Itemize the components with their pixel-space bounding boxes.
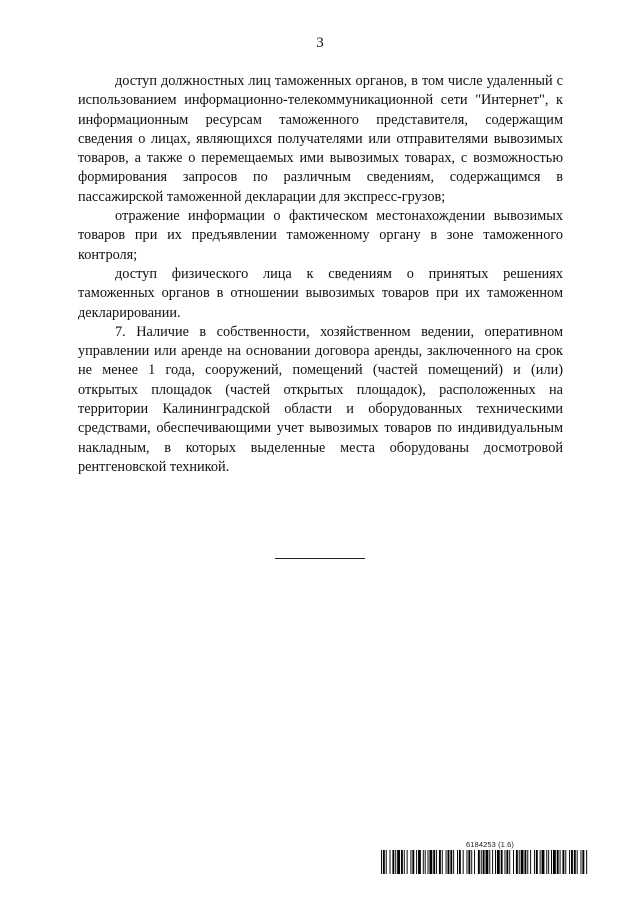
paragraph-remote-access: доступ должностных лиц таможенных органов, в том числе удаленный с использованием информационно-телекоммуникационной сети "Интернет", к информационным ресурсам таможенного представителя, содержащим сведения о лицах, являющихся получателями или отправителями вывозимых товаров, а также о перемещаемых ими вывозимых товарах, с возможностью формирования запросов по различным сведениям, содержащимся в пассажирской таможенной декларации для экспресс-грузов; [78, 73, 563, 205]
barcode-caption: 6184253 (1.6) [466, 840, 515, 849]
paragraph-item-7: 7. Наличие в собственности, хозяйственном ведении, оперативном управлении или аренде на основании договора аренды, заключенного на срок не менее 1 года, сооружений, помещений (частей помещений) и (или) открытых площадок (частей открытых площадок), расположенных на территории Калининградской области и оборудованных техническими средствами, обеспечивающими учет вывозимых товаров по индивидуальным накладным, в которых выделенные места оборудованы досмотровой рентгеновской техникой. [78, 323, 563, 475]
paragraph-person-access: доступ физического лица к сведениям о принятых решениях таможенных органов в отношении вывозимых товаров при их таможенном декларировании. [78, 265, 563, 321]
paragraph-location-info: отражение информации о фактическом местонахождении вывозимых товаров при их предъявлении таможенному органу в зоне таможенного контроля; [78, 208, 563, 263]
document-body [78, 72, 563, 477]
end-of-text-separator [275, 558, 365, 559]
page-number: 3 [316, 35, 324, 51]
barcode-image [381, 850, 589, 874]
